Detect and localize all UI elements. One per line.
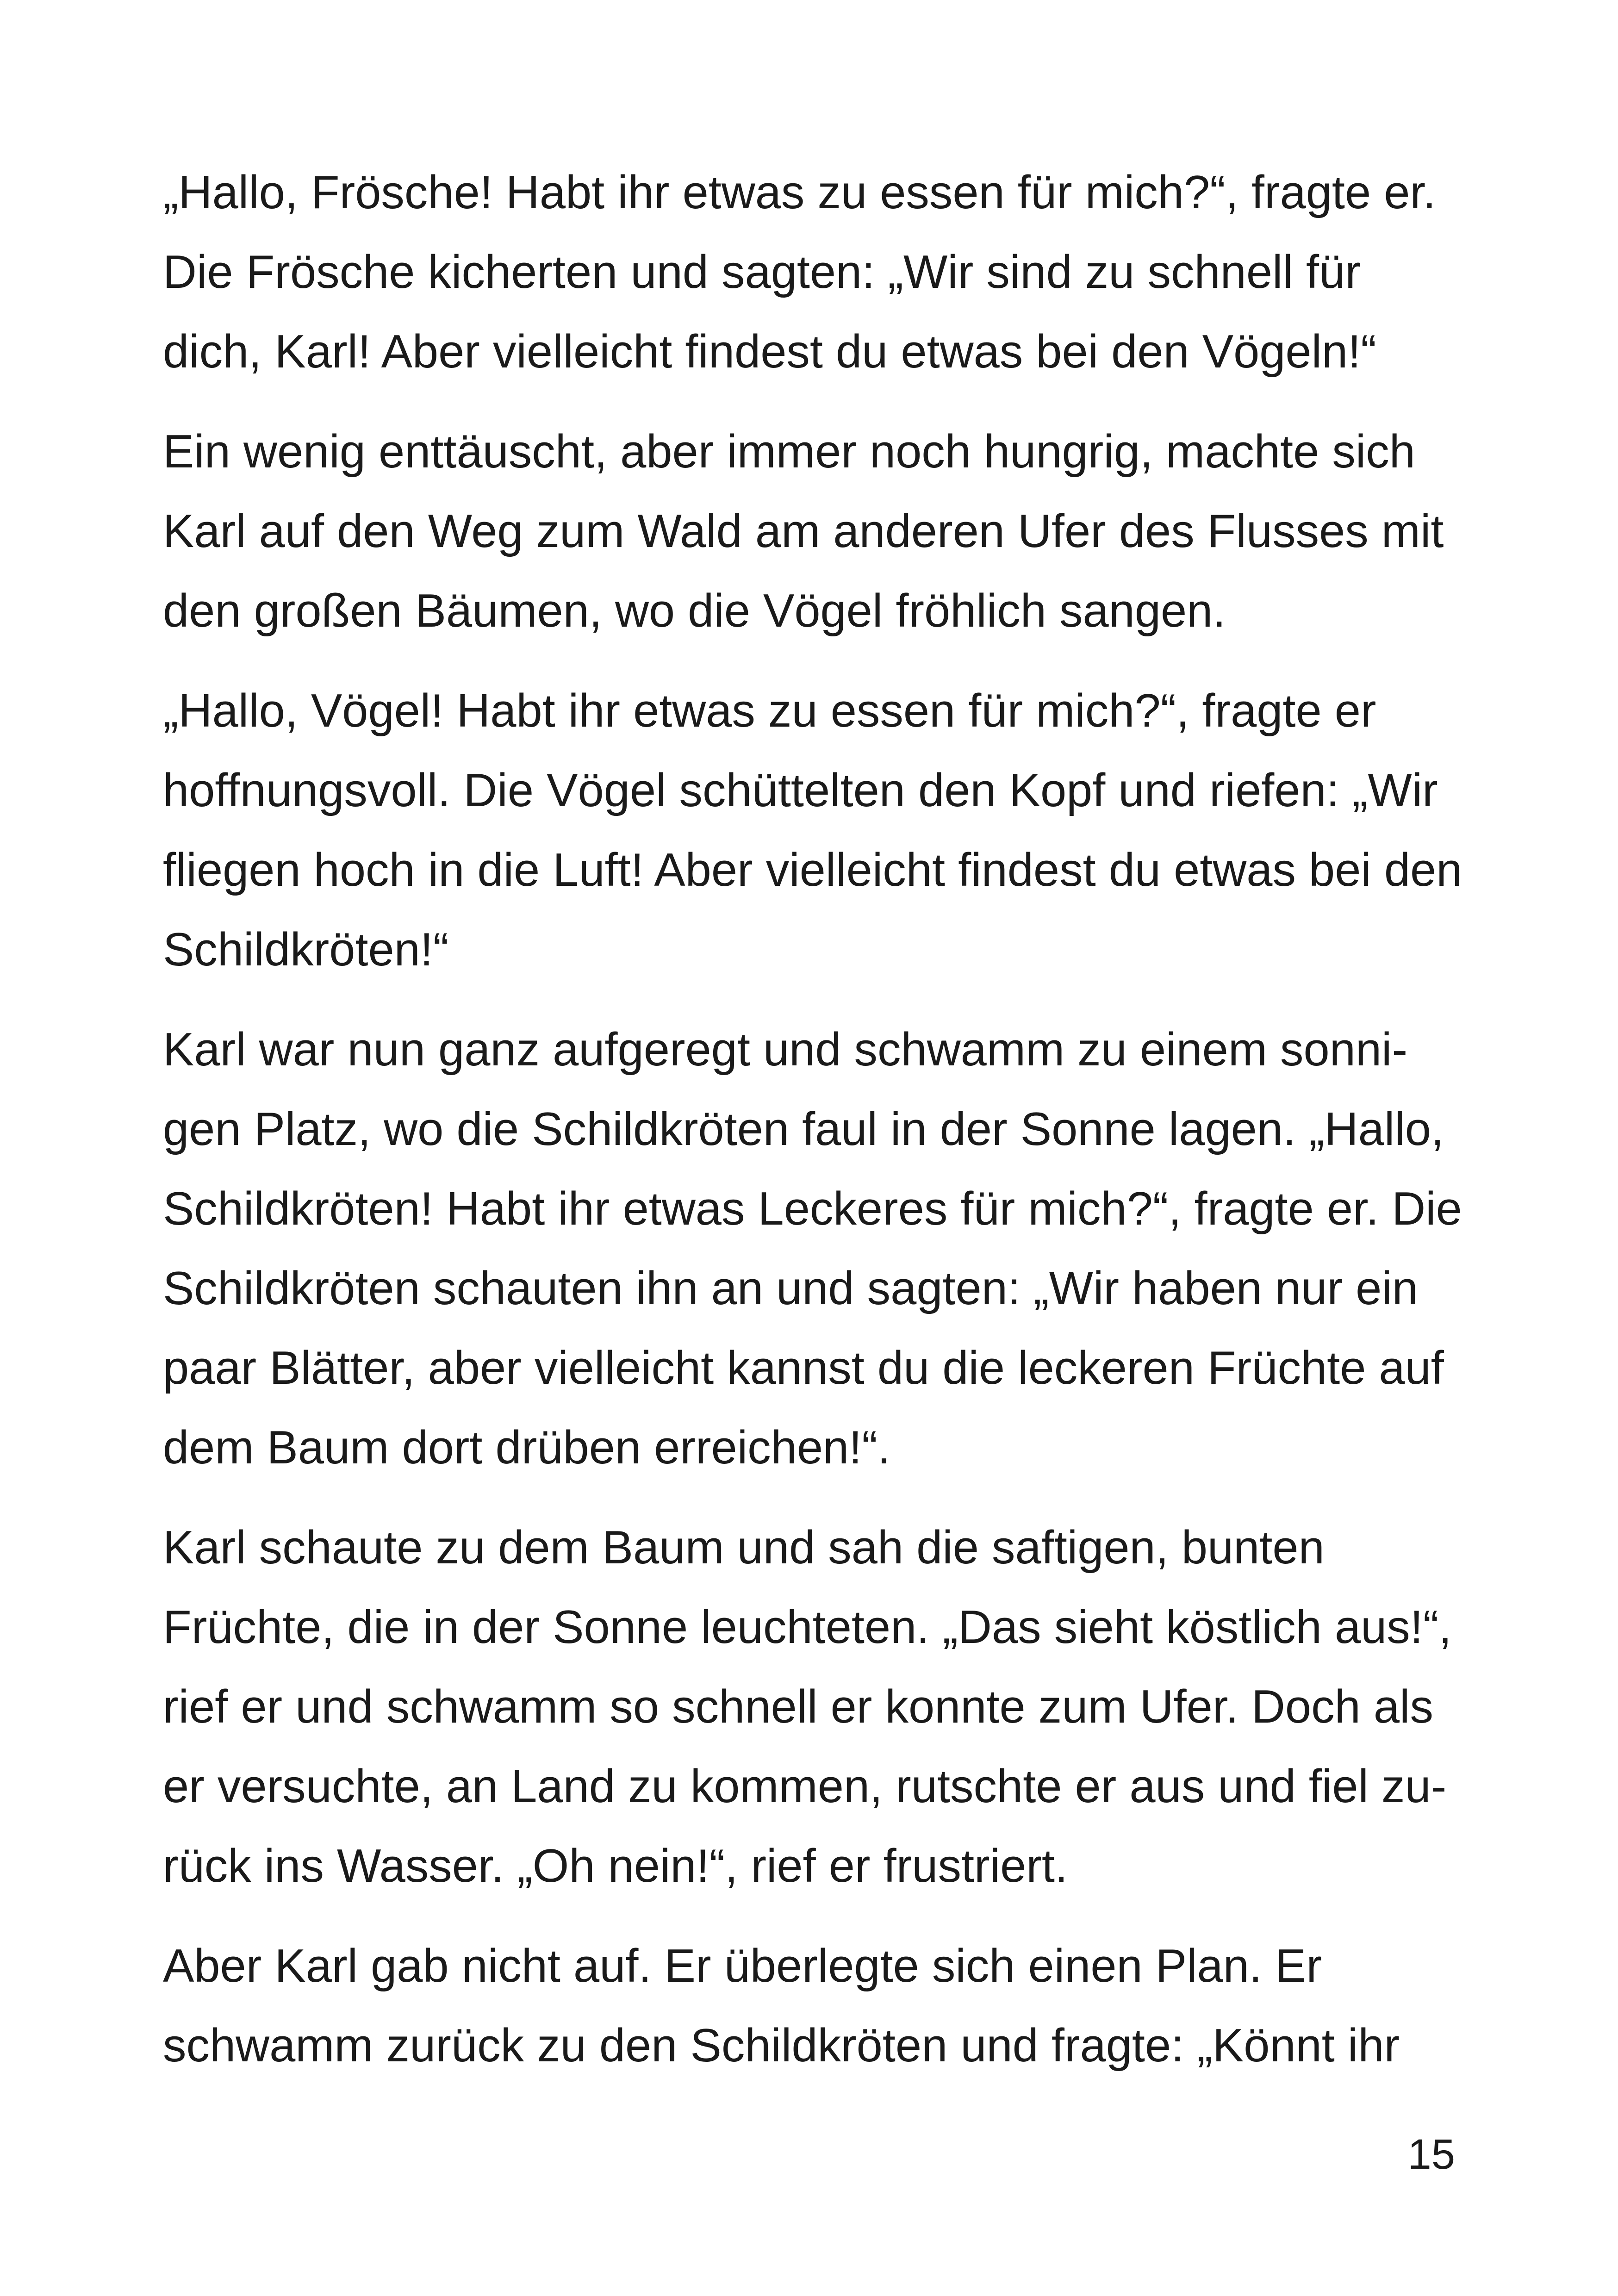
text-line: „Hallo, Frösche! Habt ihr etwas zu essen für mich?“, fragte er. [163,167,1436,218]
text-line: Schildkröten!“ [163,924,449,976]
text-line: dich, Karl! Aber vielleicht findest du etwas bei den Vögeln!“ [163,326,1376,378]
text-line: Aber Karl gab nicht auf. Er überlegte sich einen Plan. Er [163,1940,1322,1992]
text-line: schwamm zurück zu den Schildkröten und fragte: „Könnt ihr [163,2020,1400,2072]
text-line: den großen Bäumen, wo die Vögel fröhlich sangen. [163,585,1226,637]
text-line: Ein wenig enttäuscht, aber immer noch hungrig, machte sich [163,426,1415,478]
text-line: Schildkröten! Habt ihr etwas Leckeres für mich?“, fragte er. Die [163,1183,1462,1235]
text-line: Karl auf den Weg zum Wald am anderen Ufer des Flusses mit [163,505,1444,557]
paragraph [163,412,1459,651]
text-line: hoffnungsvoll. Die Vögel schüttelten den Kopf und riefen: „Wir [163,765,1438,816]
text-line: Schildkröten schauten ihn an und sagten: „Wir haben nur ein [163,1263,1418,1314]
text-line: fliegen hoch in die Luft! Aber vielleicht findest du etwas bei den [163,844,1462,896]
text-line: paar Blätter, aber vielleicht kannst du die leckeren Früchte auf [163,1342,1444,1394]
paragraph [163,1508,1459,1906]
text-line: Karl schaute zu dem Baum und sah die saftigen, bunten [163,1522,1325,1574]
text-line: er versuchte, an Land zu kommen, rutschte er aus und fiel zu- [163,1761,1447,1812]
text-line: „Hallo, Vögel! Habt ihr etwas zu essen für mich?“, fragte er [163,685,1376,737]
text-line: rief er und schwamm so schnell er konnte zum Ufer. Doch als [163,1681,1433,1733]
text-line: dem Baum dort drüben erreichen!“. [163,1422,890,1474]
body-text [163,153,1462,2085]
paragraph [163,1926,1459,2085]
page-number: 15 [1407,2131,1455,2178]
text-line: Karl war nun ganz aufgeregt und schwamm zu einem sonni- [163,1024,1408,1076]
paragraph [163,671,1462,989]
text-line: gen Platz, wo die Schildkröten faul in der Sonne lagen. „Hallo, [163,1103,1444,1155]
text-line: rück ins Wasser. „Oh nein!“, rief er frustriert. [163,1840,1068,1892]
paragraph [163,1010,1462,1487]
paragraph [163,153,1459,392]
text-line: Die Frösche kicherten und sagten: „Wir sind zu schnell für [163,246,1361,298]
text-line: Früchte, die in der Sonne leuchteten. „Das sieht köstlich aus!“, [163,1601,1452,1653]
